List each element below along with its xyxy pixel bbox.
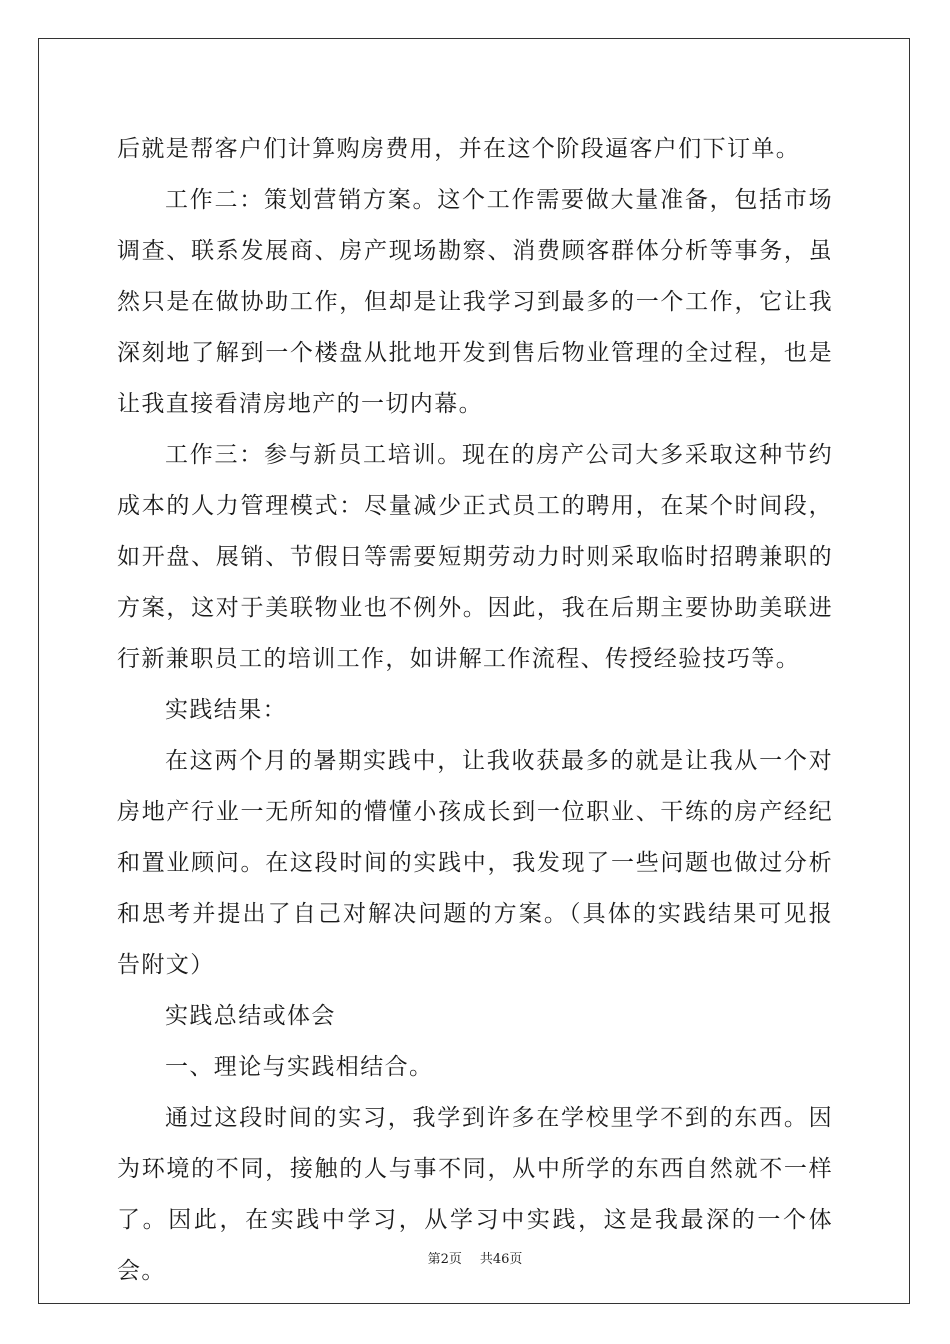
page-total: 共46页 <box>479 1252 523 1267</box>
page-footer <box>0 1248 950 1267</box>
paragraph: 通过这段时间的实习，我学到许多在学校里学不到的东西。因为环境的不同，接触的人与事不同，从中所学的东西自然就不一样了。因此，在实践中学习，从学习中实践，这是我最深的一个体会。 <box>117 1105 833 1284</box>
section-heading: 实践结果： <box>165 697 287 723</box>
paragraph: 工作二：策划营销方案。这个工作需要做大量准备，包括市场调查、联系发展商、房产现场勘察、消费顾客群体分析等事务，虽然只是在做协助工作，但却是让我学习到最多的一个工作，它让我深刻地了解到一个楼盘从批地开发到售后物业管理的全过程，也是让我直接看清房地产的一切内幕。 <box>117 187 833 417</box>
page-number: 第2页 <box>427 1252 462 1267</box>
section-heading: 实践总结或体会 <box>165 1003 336 1029</box>
subsection-heading: 一、理论与实践相结合。 <box>165 1054 434 1080</box>
paragraph: 工作三：参与新员工培训。现在的房产公司大多采取这种节约成本的人力管理模式：尽量减少正式员工的聘用，在某个时间段，如开盘、展销、节假日等需要短期劳动力时则采取临时招聘兼职的方案，这对于美联物业也不例外。因此，我在后期主要协助美联进行新兼职员工的培训工作，如讲解工作流程、传授经验技巧等。 <box>117 442 833 672</box>
document-body <box>117 124 833 1297</box>
paragraph: 在这两个月的暑期实践中，让我收获最多的就是让我从一个对房地产行业一无所知的懵懂小孩成长到一位职业、干练的房产经纪和置业顾问。在这段时间的实践中，我发现了一些问题也做过分析和思考并提出了自己对解决问题的方案。（具体的实践结果可见报告附文） <box>117 748 833 978</box>
paragraph: 后就是帮客户们计算购房费用，并在这个阶段逼客户们下订单。 <box>117 136 801 162</box>
